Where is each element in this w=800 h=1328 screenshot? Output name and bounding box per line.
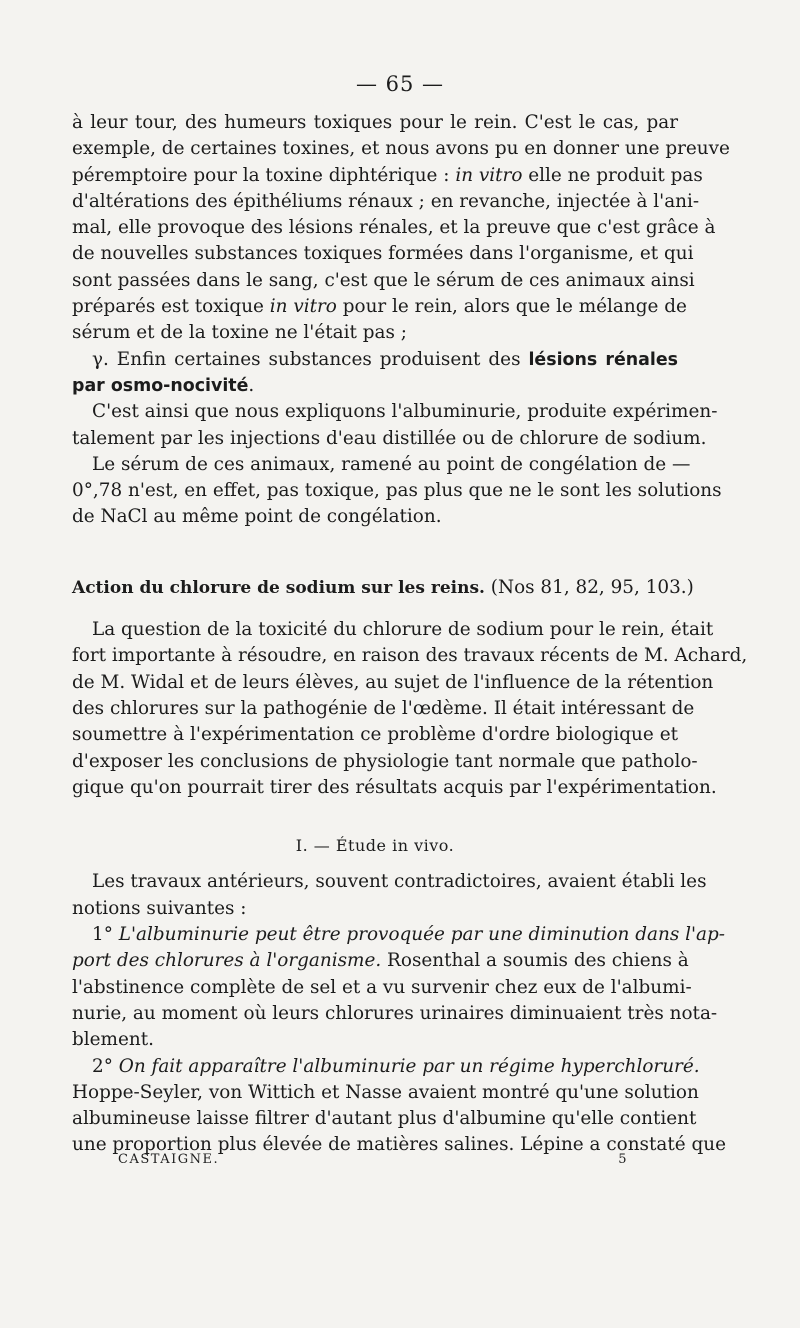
text-line: de NaCl au même point de congélation. [72,506,442,528]
list-item-line [72,1054,700,1080]
text-line: de M. Widal et de leurs élèves, au sujet de l'influence de la rétention [72,671,714,693]
text-line: d'exposer les conclusions de physiologie tant normale que patholo- [72,750,698,772]
italic-term: L'albuminurie peut être provoquée par une diminution dans l'ap- [118,924,725,946]
page-footer [118,1152,628,1167]
text-line: à leur tour, des humeurs toxiques pour le rein. C'est le cas, par [72,112,678,133]
italic-term: On fait apparaître l'albuminurie par un régime hyperchloruré. [118,1055,700,1077]
section-title: Action du chlorure de sodium sur les reins. [72,577,485,598]
page-number: — 65 — [355,72,445,96]
italic-term: port des chlorures à l'organisme. [72,950,382,972]
bold-term: par osmo-nocivité [72,375,249,396]
bold-term: lésions rénales [528,349,678,370]
text-line: Le sérum de ces animaux, ramené au point de congélation de — [92,453,691,475]
text-run: . [248,374,255,396]
footer-signature-mark: 5 [618,1152,628,1167]
italic-term: in vitro [455,164,523,186]
italic-term: in vitro [269,296,337,318]
text-run: préparés est toxique [72,296,270,318]
text-run: elle ne produit pas [522,164,703,186]
text-line: talement par les injections d'eau distillée ou de chlorure de sodium. [72,427,707,449]
text-line: C'est ainsi que nous expliquons l'albuminurie, produite expérimen- [92,401,718,423]
text-line: de nouvelles substances toxiques formées dans l'organisme, et qui [72,243,694,265]
list-item-line: blement. [72,1029,154,1051]
text-line [72,294,687,320]
text-run: pour le rein, alors que le mélange de [336,296,687,318]
text-line: Les travaux antérieurs, souvent contradictoires, avaient établi les [92,871,707,893]
text-line: gique qu'on pourrait tirer des résultats acquis par l'expérimentation. [72,776,717,798]
text-line: fort importante à résoudre, en raison des travaux récents de M. Achard, [72,645,748,667]
spacer [72,801,678,833]
section-refs: (Nos 81, 82, 95, 103.) [484,576,694,598]
list-item-line: nurie, au moment où leurs chlorures urinaires diminuaient très nota- [72,1002,718,1024]
text-line: d'altérations des épithéliums rénaux ; en revanche, injectée à l'ani- [72,190,700,212]
text-run: γ. Enfin certaines substances produisent des [92,348,529,370]
text-line: mal, elle provoque des lésions rénales, et la preuve que c'est grâce à [72,217,716,239]
text-line: sérum et de la toxine ne l'était pas ; [72,322,407,344]
text-line: soumettre à l'expérimentation ce problème d'ordre biologique et [72,724,678,746]
footer-author: CASTAIGNE. [118,1152,220,1167]
text-line [72,163,703,189]
text-line: La question de la toxicité du chlorure de sodium pour le rein, était [92,619,714,641]
text-run: péremptoire pour la toxine diphtérique : [72,164,456,186]
item-number: 1° [92,924,119,946]
text-run: Rosenthal a soumis des chiens à [381,950,689,972]
gamma-line [72,347,678,373]
section-heading [72,575,694,601]
page-body [72,110,748,1159]
list-item-line: albumineuse laisse filtrer d'autant plus d'albumine qu'elle contient [72,1108,697,1130]
spacer [72,601,678,617]
list-item-line [72,922,725,948]
list-item-line: Hoppe-Seyler, von Wittich et Nasse avaient montré qu'une solution [72,1081,699,1103]
text-line: 0°,78 n'est, en effet, pas toxique, pas plus que ne le sont les solutions [72,480,722,502]
list-item-line [72,948,689,974]
text-line: exemple, de certaines toxines, et nous avons pu en donner une preuve [72,138,730,160]
gamma-line [72,373,678,399]
spacer [72,859,678,869]
text-line: des chlorures sur la pathogénie de l'œdème. Il était intéressant de [72,697,695,719]
spacer [72,531,678,575]
list-item-line: une proportion plus élevée de matières salines. Lépine a constaté que [72,1134,726,1156]
list-item-line: l'abstinence complète de sel et a vu survenir chez eux de l'albumi- [72,976,692,998]
text-line: notions suivantes : [72,897,247,919]
text-line: sont passées dans le sang, c'est que le sérum de ces animaux ainsi [72,269,695,291]
subsection-heading: I. — Étude in vivo. [295,836,455,856]
item-number: 2° [92,1055,119,1077]
